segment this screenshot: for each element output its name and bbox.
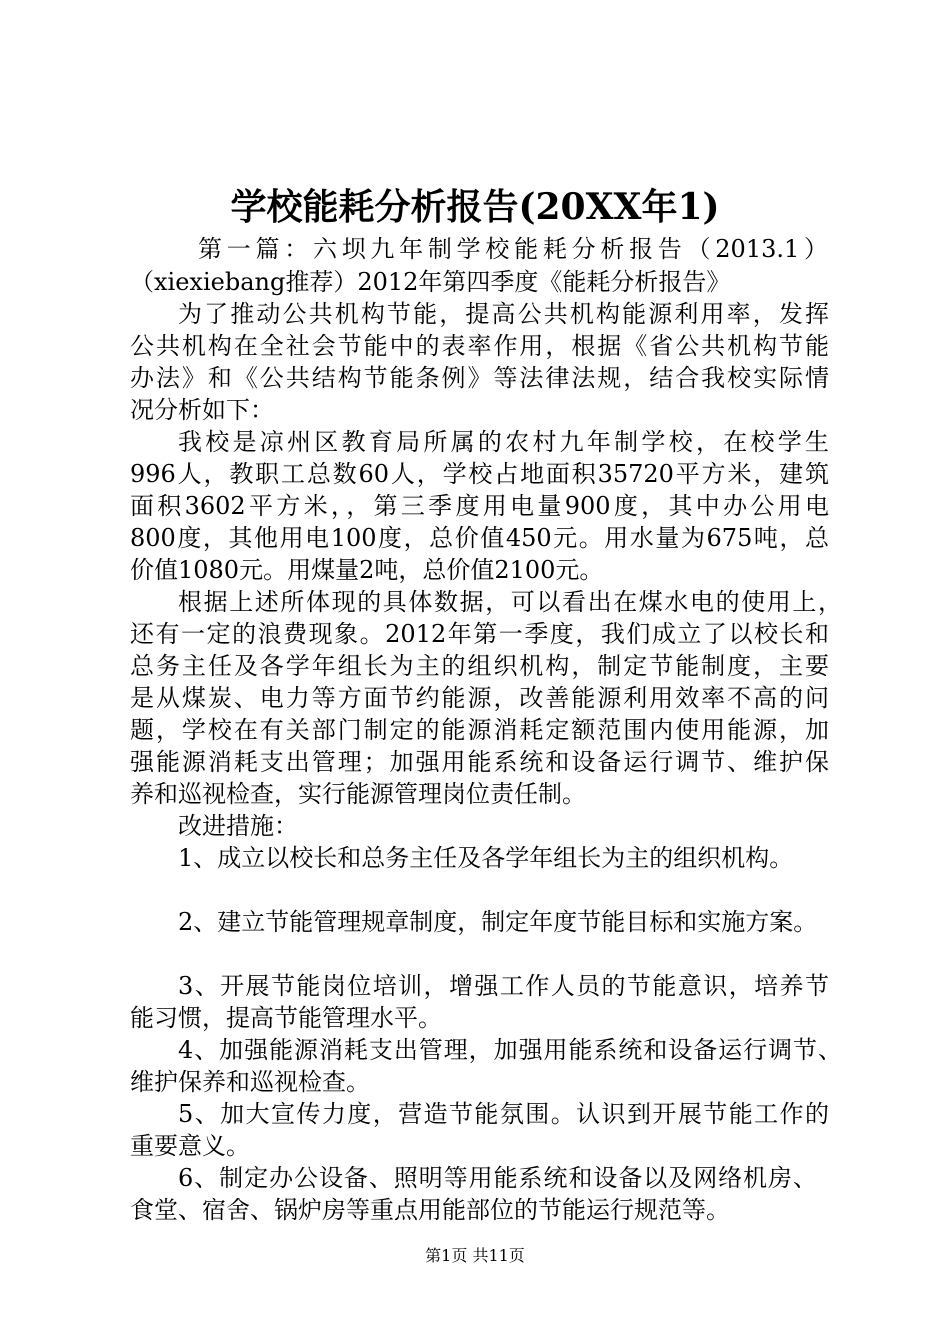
paragraph-line: 还有一定的浪费现象。2012年第一季度，我们成立了以校长和	[130, 620, 829, 648]
list-item: 3、开展节能岗位培训，增强工作人员的节能意识，培养节	[178, 972, 829, 1000]
paragraph-line: 养和巡视检查，实行能源管理岗位责任制。	[130, 780, 586, 808]
paragraph-line: 为了推动公共机构节能，提高公共机构能源利用率，发挥	[178, 300, 829, 328]
paragraph-line: 第一篇：六坝九年制学校能耗分析报告（2013.1）	[198, 235, 828, 263]
paragraph-line: 公共机构在全社会节能中的表率作用，根据《省公共机构节能	[130, 332, 829, 360]
paragraph-line: 面积3602平方米，，第三季度用电量900度，其中办公用电	[130, 492, 829, 520]
paragraph-line: 根据上述所体现的具体数据，可以看出在煤水电的使用上，	[178, 588, 842, 616]
paragraph-line: （xiexiebang推荐）2012年第四季度《能耗分析报告》	[130, 268, 731, 296]
list-item-continuation: 食堂、宿舍、锅炉房等重点用能部位的节能运行规范等。	[130, 1196, 730, 1224]
list-item-continuation: 重要意义。	[130, 1132, 250, 1160]
paragraph-line: 题，学校在有关部门制定的能源消耗定额范围内使用能源，加	[130, 716, 829, 744]
list-item-continuation: 能习惯，提高节能管理水平。	[130, 1004, 442, 1032]
paragraph-line: 996人，教职工总数60人，学校占地面积35720平方米，建筑	[130, 460, 829, 488]
paragraph-line: 办法》和《公共结构节能条例》等法律法规，结合我校实际情	[130, 364, 829, 392]
paragraph-line: 价值1080元。用煤量2吨，总价值2100元。	[130, 556, 604, 584]
list-item: 1、成立以校长和总务主任及各学年组长为主的组织机构。	[178, 844, 794, 872]
list-item-continuation: 维护保养和巡视检查。	[130, 1068, 370, 1096]
page-footer: 第1页 共11页	[425, 1246, 525, 1265]
list-item: 5、加大宣传力度，营造节能氛围。认识到开展节能工作的	[178, 1100, 829, 1128]
paragraph-line: 强能源消耗支出管理；加强用能系统和设备运行调节、维护保	[130, 748, 829, 776]
document-title: 学校能耗分析报告(20XX年1)	[230, 186, 720, 228]
section-heading: 改进措施：	[178, 812, 298, 840]
list-item: 4、加强能源消耗支出管理，加强用能系统和设备运行调节、	[178, 1036, 842, 1064]
paragraph-line: 总务主任及各学年组长为主的组织机构，制定节能制度，主要	[130, 652, 829, 680]
list-item: 2、建立节能管理规章制度，制定年度节能目标和实施方案。	[178, 908, 818, 936]
paragraph-line: 是从煤炭、电力等方面节约能源，改善能源利用效率不高的问	[130, 684, 829, 712]
paragraph-line: 我校是凉州区教育局所属的农村九年制学校，在校学生	[178, 428, 829, 456]
paragraph-line: 况分析如下：	[130, 396, 274, 424]
paragraph-line: 800度，其他用电100度，总价值450元。用水量为675吨，总	[130, 524, 829, 552]
list-item: 6、制定办公设备、照明等用能系统和设备以及网络机房、	[178, 1164, 817, 1192]
